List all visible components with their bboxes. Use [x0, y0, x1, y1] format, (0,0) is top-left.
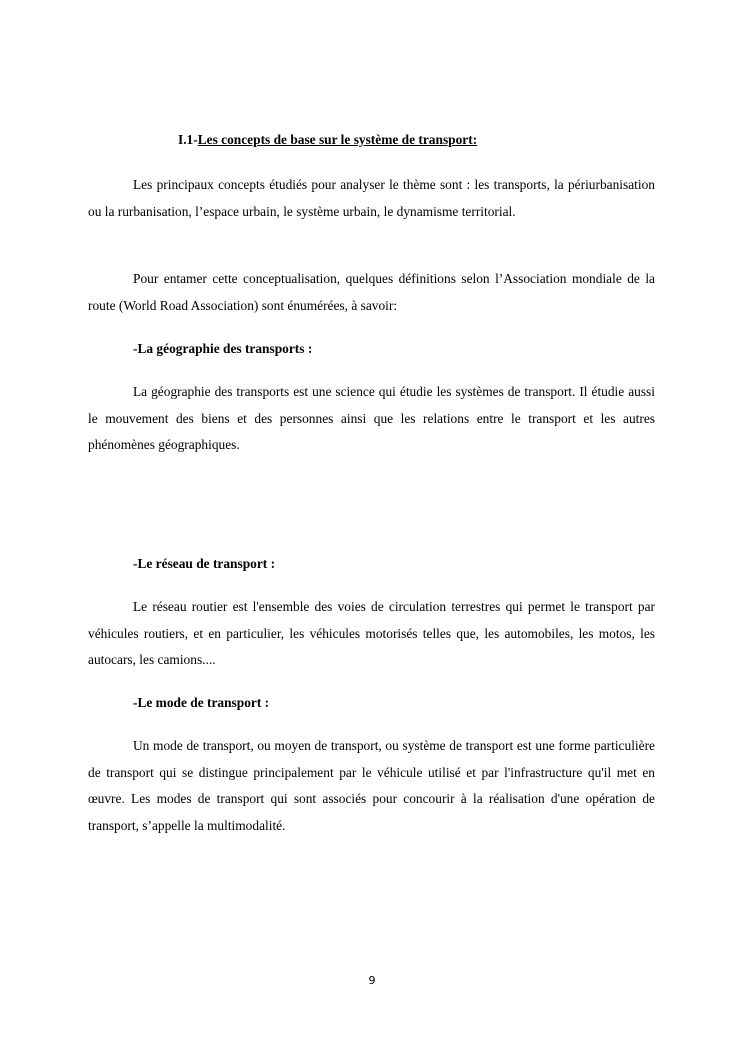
heading-reseau: -Le réseau de transport : — [133, 556, 276, 571]
section-title-text: Les concepts de base sur le système de transport: — [197, 132, 478, 147]
intro-paragraph-2-block — [88, 266, 655, 319]
geo-paragraph: La géographie des transports est une science qui étudie les systèmes de transport. Il étudie aussi le mouvement des biens et des personnes ainsi que les relations entre le transport et les autres phénomènes géographiques. — [88, 384, 655, 452]
geo-paragraph-block — [88, 379, 655, 459]
network-paragraph: Le réseau routier est l'ensemble des voies de circulation terrestres qui permet le transport par véhicules routiers, et en particulier, les véhicules motorisés telles que, les automobiles, les motos, les autocars, les camions.... — [88, 599, 655, 667]
page-number: 9 — [368, 974, 376, 987]
heading-mode: -Le mode de transport : — [133, 695, 270, 710]
intro-paragraph-1-block — [88, 172, 655, 225]
network-paragraph-block — [88, 594, 655, 674]
intro-paragraph-2: Pour entamer cette conceptualisation, quelques définitions selon l’Association mondiale de la route (World Road Association) sont énumérées, à savoir: — [88, 271, 655, 313]
section-number: I.1- — [178, 132, 198, 147]
intro-paragraph-1: Les principaux concepts étudiés pour analyser le thème sont : les transports, la périurbanisation ou la rurbanisation, l’espace urbain, le système urbain, le dynamisme territorial. — [88, 177, 655, 219]
mode-paragraph: Un mode de transport, ou moyen de transport, ou système de transport est une forme particulière de transport qui se distingue principalement par le véhicule utilisé et par l'infrastructure qu'il met en œuvre. Les modes de transport qui sont associés pour concourir à la réalisation d'une opération de transport, s’appelle la multimodalité. — [88, 738, 655, 833]
heading-geographie: -La géographie des transports : — [133, 341, 313, 356]
section-title — [178, 130, 477, 150]
mode-paragraph-block — [88, 733, 655, 839]
